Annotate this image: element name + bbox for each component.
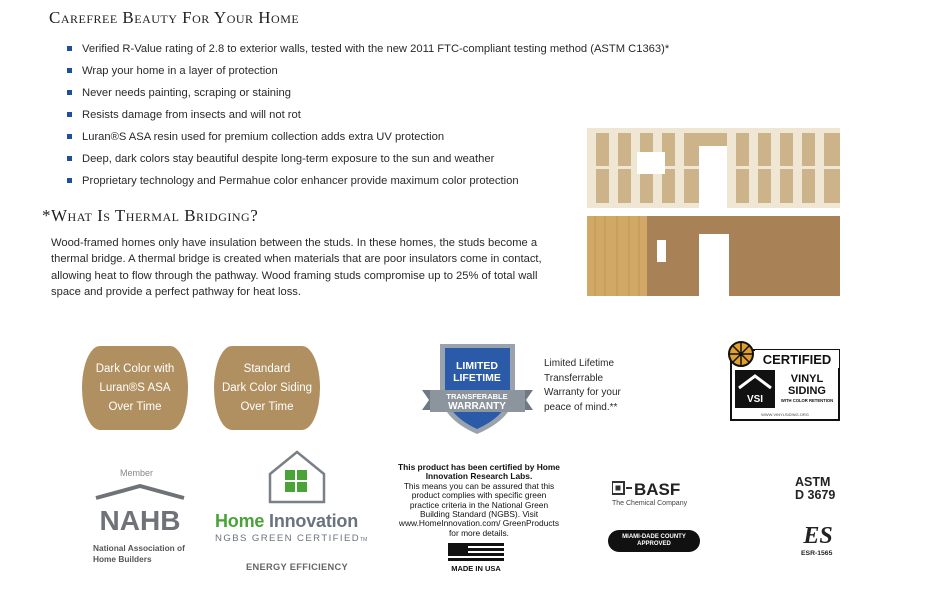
list-item: Never needs painting, scraping or staining xyxy=(64,82,724,104)
es-mark-text: ES xyxy=(803,523,833,549)
made-in-usa-flag-icon xyxy=(446,543,506,573)
list-item: Verified R-Value rating of 2.8 to exterior walls, tested with the new 2011 FTC-compliant testing method (ASTM C1363)* xyxy=(64,38,724,60)
swatch-line: Luran®S ASA xyxy=(99,381,171,394)
basf-subtitle: The Chemical Company xyxy=(612,500,688,507)
cert-note-bold: This product has been certified by Home Innovation Research Labs. xyxy=(398,462,560,482)
warranty-ribbon-line1: TRANSFERABLE xyxy=(446,392,508,401)
miami-line1: MIAMI-DADE COUNTY xyxy=(622,534,686,540)
basf-logo xyxy=(612,478,698,500)
ngbs-certified-label xyxy=(215,533,367,544)
swatch-luran-asa xyxy=(82,346,188,430)
astm-label xyxy=(795,476,835,502)
vsi-certified-logo xyxy=(725,340,847,424)
list-item: Wrap your home in a layer of protection xyxy=(64,60,724,82)
vsi-retention-text: WITH COLOR RETENTION xyxy=(780,398,834,403)
warranty-description: Limited Lifetime Transferrable Warranty for your peace of mind.** xyxy=(544,358,621,413)
astm-line1: ASTM xyxy=(795,475,831,489)
warranty-shield-icon xyxy=(420,340,535,436)
basf-logo-text: BASF xyxy=(634,480,681,499)
home-innovation-title-green: Home xyxy=(215,511,265,531)
vsi-siding-text: SIDING xyxy=(788,385,826,397)
section-title-carefree: Carefree Beauty For Your Home xyxy=(49,8,300,27)
swatch-line: Over Time xyxy=(240,400,294,413)
cert-note-body: This means you can be assured that this product complies with specific green practice criteria in the National Green Building Standard (NGBS). Visit www.HomeInnovation.com/ GreenProducts for more details. xyxy=(398,480,560,538)
energy-efficiency-label: ENERGY EFFICIENCY xyxy=(246,562,349,572)
list-item: Resists damage from insects and will not rot xyxy=(64,104,724,126)
nahb-member-label: Member xyxy=(120,468,154,478)
home-innovation-title xyxy=(215,511,358,532)
warranty-badge-line2: LIFETIME xyxy=(453,372,501,384)
swatch-line: Over Time xyxy=(108,400,162,413)
astm-line2: D 3679 xyxy=(795,488,836,502)
vsi-footer-text: WWW.VINYLSIDING.ORG xyxy=(761,412,809,417)
esr-number: ESR-1565 xyxy=(801,550,833,557)
swatch-standard xyxy=(214,346,320,430)
nahb-logo xyxy=(92,484,188,534)
nahb-subtitle: National Association of Home Builders xyxy=(93,543,185,564)
vsi-certified-text: CERTIFIED xyxy=(762,352,832,367)
warranty-ribbon-line2: WARRANTY xyxy=(448,401,506,412)
icc-es-logo xyxy=(799,519,837,549)
home-innovation-house-icon xyxy=(268,450,326,504)
miami-line2: APPROVED xyxy=(637,541,671,547)
home-innovation-title-grey: Innovation xyxy=(264,511,359,531)
nahb-logo-text: NAHB xyxy=(99,505,181,534)
wall-sheathing-image xyxy=(587,216,840,296)
warranty-badge-line1: LIMITED xyxy=(456,360,498,372)
list-item: Luran®S ASA resin used for premium collection adds extra UV protection xyxy=(64,126,724,148)
section-title-thermal-bridging: *What Is Thermal Bridging? xyxy=(42,206,259,225)
swatch-line: Dark Color with xyxy=(95,362,175,375)
list-item: Deep, dark colors stay beautiful despite long-term exposure to the sun and weather xyxy=(64,148,724,170)
made-in-usa-text: MADE IN USA xyxy=(451,564,501,573)
thermal-bridging-paragraph: Wood-framed homes only have insulation between the studs. In these homes, the studs become a thermal bridge. A thermal bridge is created when materials that are poor insulators come in contact, allowing heat to flow through the pathway. Wood framing studs compromise up to 25% of total wall space and provide a perfect pathway for heat loss. xyxy=(51,237,542,299)
miami-dade-approved-badge xyxy=(608,530,700,552)
wall-framing-image xyxy=(587,128,840,208)
vsi-mark: VSI xyxy=(746,394,764,405)
ngbs-tm: TM xyxy=(360,537,368,543)
swatch-line: Standard xyxy=(243,362,291,375)
vsi-vinyl-text: VINYL xyxy=(790,373,824,385)
swatch-line: Dark Color Siding xyxy=(221,381,313,394)
ngbs-text: NGBS GREEN CERTIFIED xyxy=(215,533,361,544)
list-item: Proprietary technology and Permahue color enhancer provide maximum color protection xyxy=(64,170,724,192)
ngbs-certification-note xyxy=(396,463,562,538)
